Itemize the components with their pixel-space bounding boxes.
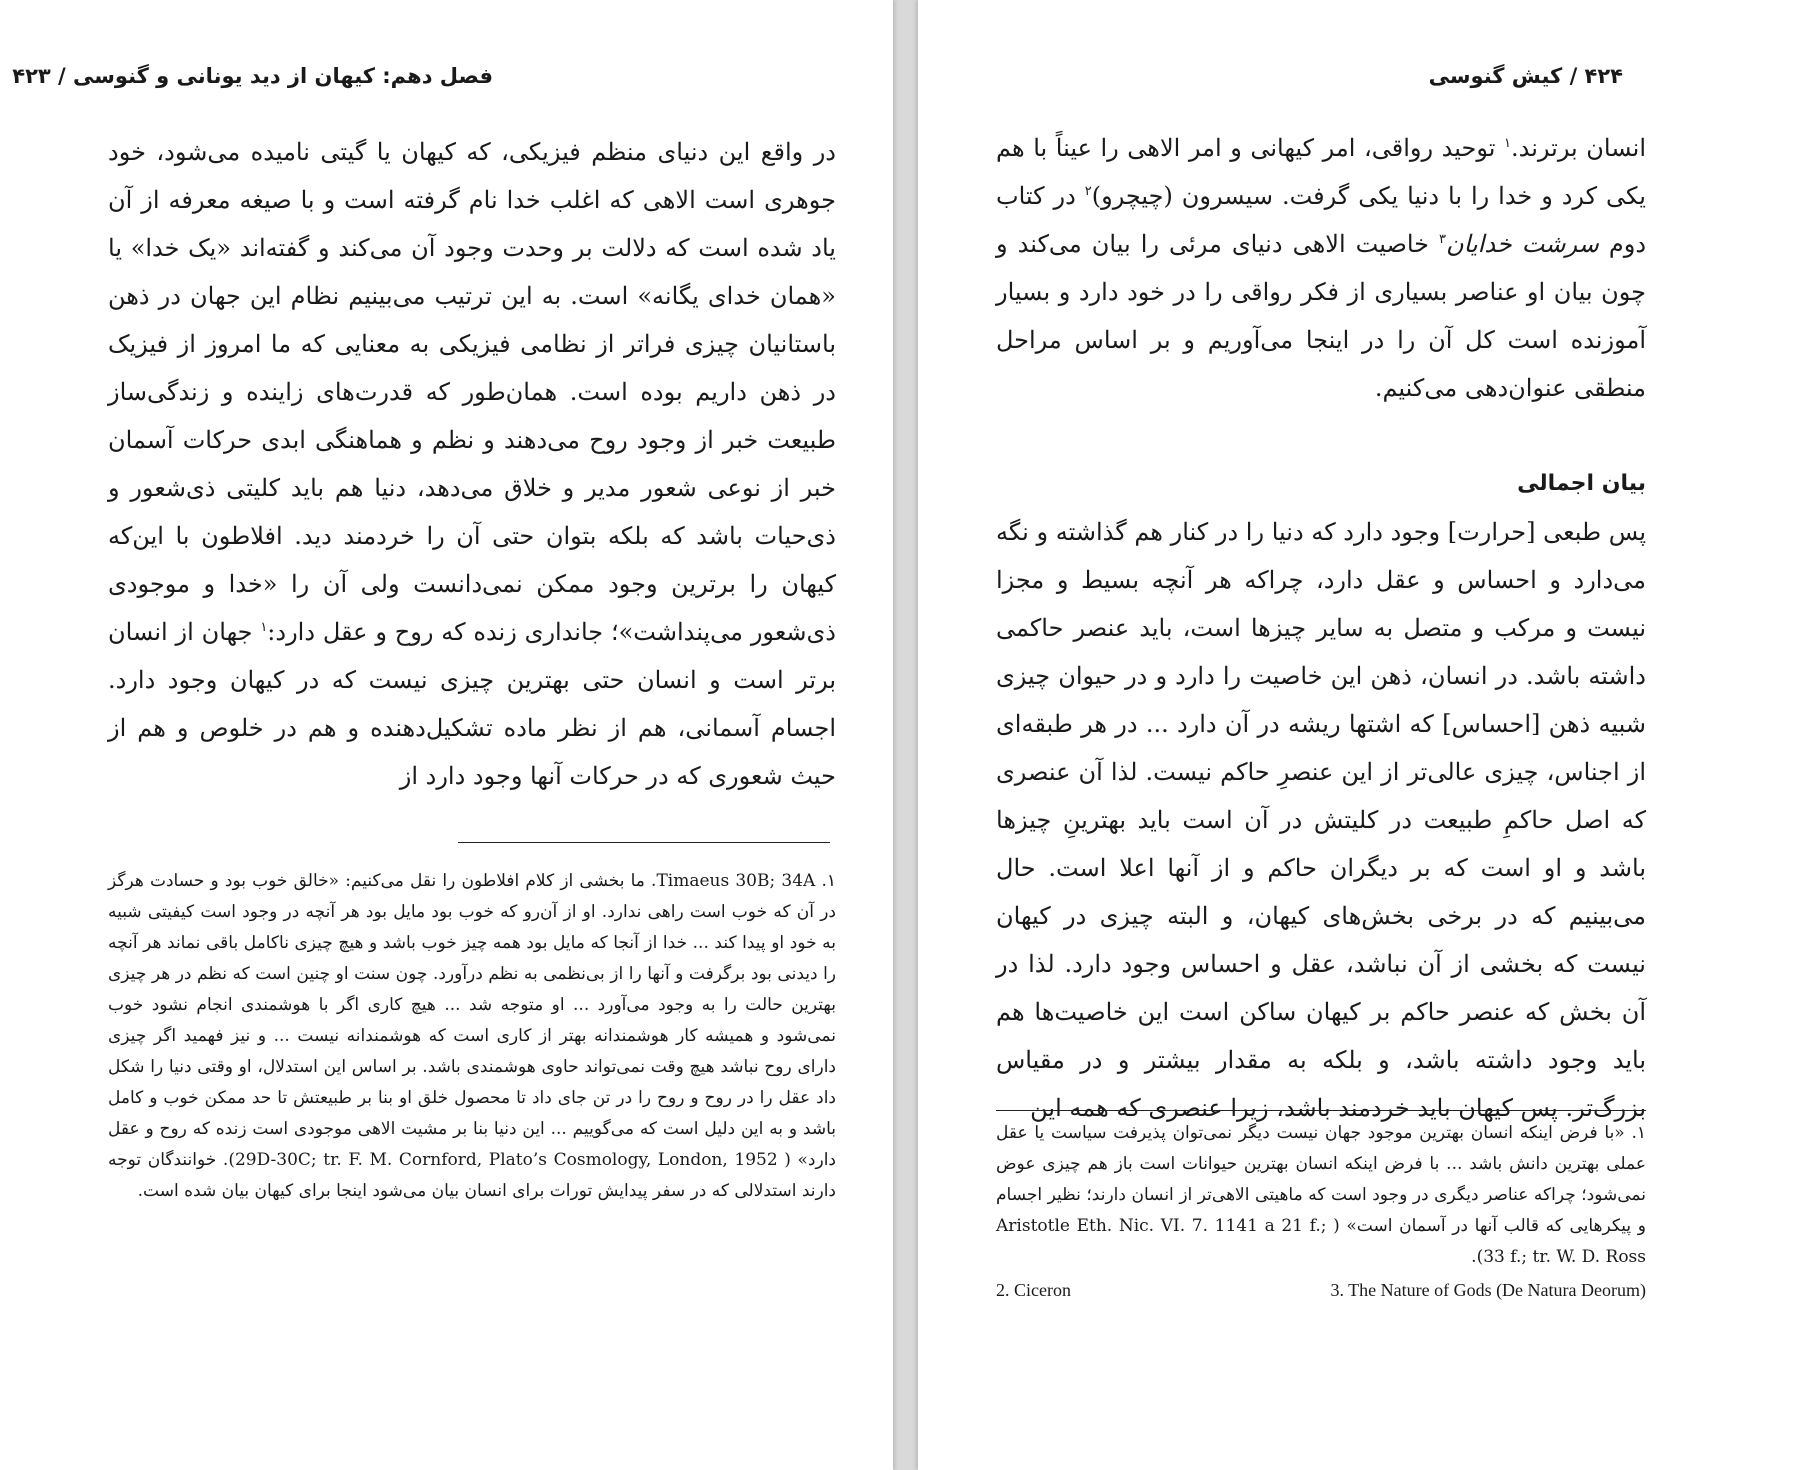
body-text xyxy=(108,128,836,800)
body-paragraph-text-tail: جهان از انسان برتر است و انسان حتی بهترین چیزی نیست که در کیهان وجود دارد. اجسام آسمانی، هم از نظر ماده تشکیل‌دهنده و هم در خلوص و هم از حیث شعوری که در حرکات آنها وجود دارد از xyxy=(108,618,836,790)
text-segment: در کتاب دوم xyxy=(996,182,1647,258)
running-head: ۴۲۴ / کیش گنوسی xyxy=(1428,64,1623,88)
body-text xyxy=(996,124,1646,1132)
footnote-marker: ۱ xyxy=(260,620,268,635)
text-segment: توحید رواقی، امر کیهانی و امر الاهی را عیناً با هم یکی کرد و خدا را با دنیا یکی گرفت. سیسرون (چیچرو) xyxy=(996,134,1646,210)
body-paragraph xyxy=(996,124,1646,412)
footnotes xyxy=(996,1118,1646,1273)
footnote-rule xyxy=(458,842,830,843)
body-paragraph xyxy=(108,128,836,800)
footnote-marker: ۱ xyxy=(1504,136,1511,151)
footnote-marker: ۳ xyxy=(1439,232,1447,247)
text-segment: خاصیت الاهی دنیای مرئی را بیان می‌کند و چون بیان او عناصر بسیاری از فکر رواقی را در خود دارد و بسیار آموزنده است کل آن را در اینجا می‌آوریم و بر اساس مراحل منطقی عنوان‌دهی می‌کنیم. xyxy=(996,230,1646,402)
latin-footnotes xyxy=(996,1280,1646,1301)
left-page xyxy=(0,0,893,1470)
running-head: فصل دهم: کیهان از دید یونانی و گنوسی / ۴۲۳ xyxy=(12,64,493,88)
body-paragraph: پس طبعی [حرارت] وجود دارد که دنیا را در کنار هم گذاشته و نگه می‌دارد و احساس و عقل دارد، چراکه هر آنچه بسیط و مجزا نیست و مرکب و متصل به سایر چیزها است، باید عنصر حاکمی داشته باشد. در انسان، ذهن این خاصیت را دارد و در حیوان چیزی شبیه ذهن [احساس] که اشتها ریشه در آن دارد ... در هر طبقه‌ای از اجناس، چیزی عالی‌تر از این عنصرِ حاکم نیست. لذا آن عنصری که اصل حاکمِ طبیعت در کلیتش در آن است باید بهترینِ چیزها باشد و او است که بر دیگران حاکم و از آنها اعلا است. حال می‌بینیم که در برخی بخش‌های کیهان، و البته چیزی در کیهان نیست که بخشی از آن نباشد، عقل و احساس وجود دارد. لذا در آن بخش که عنصر حاکم بر کیهان ساکن است این خاصیت‌ها هم باید وجود داشته باشد، و بلکه به مقدار بیشتر و در مقیاس بزرگ‌تر. پس کیهان باید خردمند باشد، زیرا عنصری که همه این xyxy=(996,518,1647,1122)
footnote: ۱. Timaeus 30B; 34A. ما بخشی از کلام افلاطون را نقل می‌کنیم: «خالق خوب بود و حسادت هرگز در آن که خوب است راهی ندارد. او از آن‌رو که خوب بود مایل بود هر آنچه در وجود است کیفیتی شبیه به خود او پیدا کند ... خدا از آنجا که مایل بود همه چیز خوب باشد و هیچ چیزی ناکامل باقی نماند هر آنچه را دیدنی بود برگرفت و آنها را از بی‌نظمی به نظم درآورد. چون سنت او چنین است که نظم در هر چیزی بهترین حالت را به وجود می‌آورد ... او متوجه شد ... هیچ کاری اگر با هوشمندی انجام نشود خوب نمی‌شود و همیشه کار هوشمندانه بهتر از کاری است که هوشمندانه نیست ... و نیز فهمید اگر چیزی دارای روح نباشد هیچ وقت نمی‌تواند حاوی هوشمندی باشد. بر اساس این استدلال، او وقتی دنیا را شکل داد عقل را در روح و روح را در تن جای داد تا محصول خلق او بنا بر طبیعتش تا حد ممکن خوب و کامل باشد و به این دلیل است که می‌گوییم ... این دنیا بنا بر مشیت الاهی موجودی است زنده که روح و عقل دارد» ( 29D-30C; tr. F. M. Cornford, Plato’s Cosmology, London, 1952). خوانندگان توجه دارند استدلالی که در سفر پیدایش تورات برای انسان بیان می‌شود اینجا برای کیهان بیان شده است. xyxy=(108,871,836,1201)
text-segment: انسان برترند. xyxy=(1510,134,1647,162)
footnotes xyxy=(108,866,836,1207)
section-heading: بیان اجمالی xyxy=(1517,471,1646,496)
body-paragraph-text: در واقع این دنیای منظم فیزیکی، که کیهان یا گیتی نامیده می‌شود، خود جوهری است الاهی که اغلب خدا نام گرفته است و با صیغه معرفه از آن یاد شده است که دلالت بر وحدت وجود آن می‌کند و گفته‌اند «یک خدا» یا «همان خدای یگانه» است. به این ترتیب می‌بینیم نظام این جهان در ذهن باستانیان چیزی فراتر از نظامی فیزیکی به معنایی که ما امروز از فیزیک در ذهن داریم بوده است. همان‌طور که قدرت‌های زاینده و زندگی‌ساز طبیعت خبر از وجود روح می‌دهند و نظم و هماهنگی ابدی حرکات آسمان خبر از نوعی شعور مدیر و خلاق می‌دهد، دنیا هم باید کلیتی ذی‌شعور و ذی‌حیات باشد که بلکه بتوان حتی آن را خردمند دید. افلاطون با این‌که کیهان را برترین وجود ممکن نمی‌دانست ولی آن را «خدا و موجودی ذی‌شعور می‌پنداشت»؛ جانداری زنده که روح و عقل دارد: xyxy=(108,138,837,646)
footnote: 3. The Nature of Gods (De Natura Deorum) xyxy=(1330,1280,1646,1300)
footnote: 2. Ciceron xyxy=(996,1280,1071,1300)
book-title: سرشت خدایان xyxy=(1446,230,1599,258)
footnote-marker: ۲ xyxy=(1084,184,1092,199)
footnote: ۱. «با فرض اینکه انسان بهترین موجود جهان نیست دیگر نمی‌توان پذیرفت سیاست یا عقل عملی بهترین دانش باشد ... با فرض اینکه انسان بهترین حیوانات است باز هم چیزی عوض نمی‌شود؛ چراکه عناصر دیگری در وجود است که ماهیتی الاهی‌تر از انسان دارند؛ نظیر اجسام و پیکرهایی که قالب آنها در آسمان است» ( Aristotle Eth. Nic. VI. 7. 1141 a 21 f.; 33 f.; tr. W. D. Ross). xyxy=(996,1123,1646,1267)
right-page xyxy=(918,0,1816,1470)
footnote-rule xyxy=(996,1110,1646,1111)
